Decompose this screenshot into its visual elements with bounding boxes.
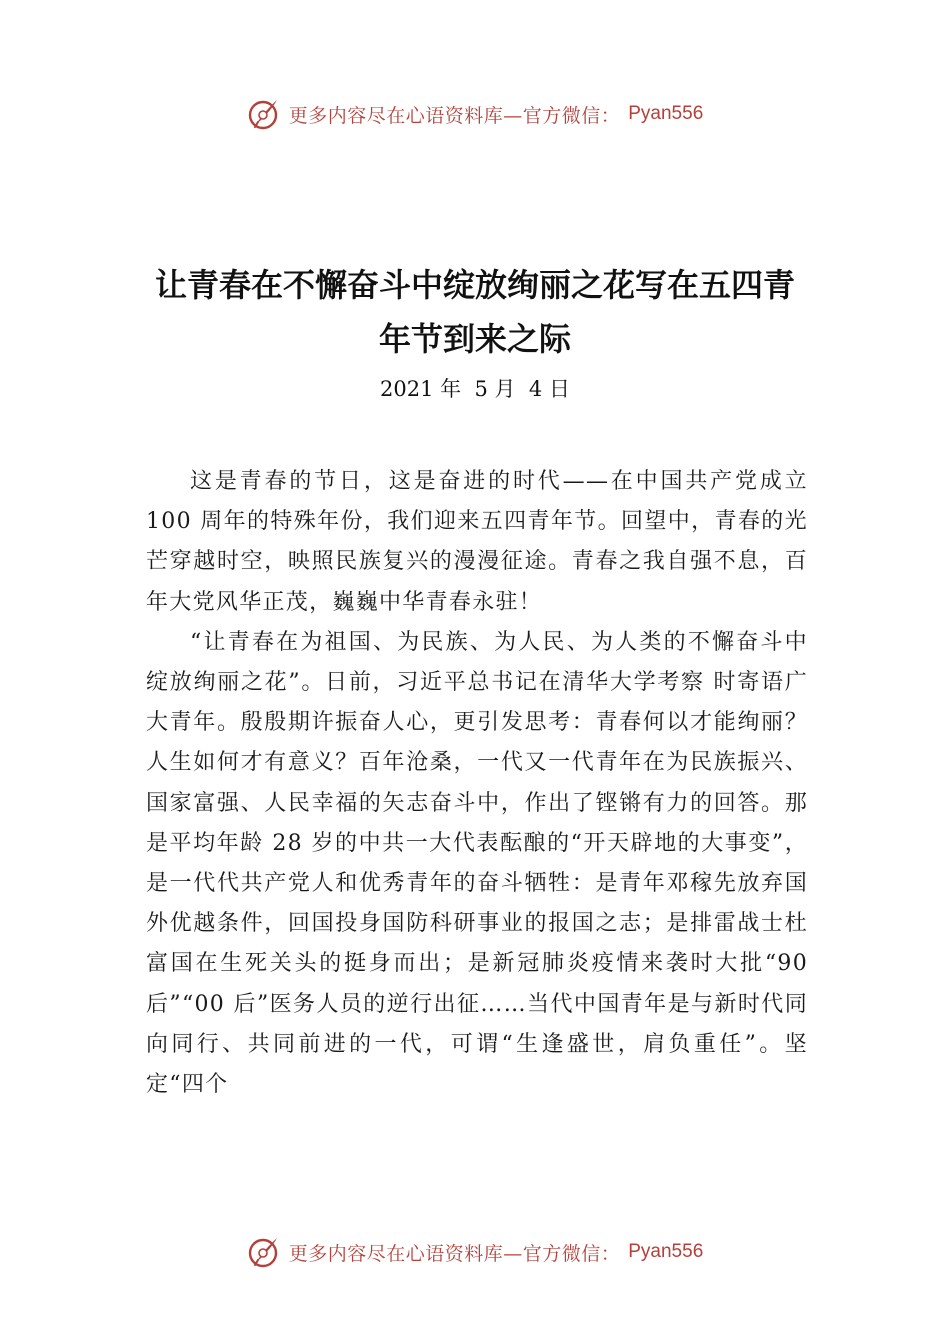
paragraph-1: 这是青春的节日，这是奋进的时代——在中国共产党成立 100 周年的特殊年份，我们迎来五四青年节。回望中，青春的光芒穿越时空，映照民族复兴的漫漫征途。青春之我自强不息，百年大党风华正茂，巍巍中华青春永驻！ — [146, 469, 808, 615]
footer-banner-text: 更多内容尽在心语资料库—官方微信： — [288, 1242, 621, 1265]
header-banner — [0, 94, 950, 134]
document-title: 让青春在不懈奋斗中绽放绚丽之花写在五四青年节到来之际 — [154, 266, 795, 358]
header-wechat-id: Pyan556 — [628, 103, 704, 124]
footer-banner — [0, 1232, 950, 1272]
paragraph-2: “让青春在为祖国、为民族、为人民、为人类的不懈奋斗中绽放绚丽之花”。日前，习近平总书记在清华大学考察 时寄语广大青年。殷殷期许振奋人心，更引发思考：青春何以才能绚丽？人生如何才有意义？百年沧桑，一代又一代青年在为民族振兴、国家富强、人民幸福的矢志奋斗中，作出了铿锵有力的回答。那是平均年龄 28 岁的中共一大代表酝酿的“开天辟地的大事变”，是一代代共产党人和优秀青年的奋斗牺牲：是青年邓稼先放弃国外优越条件，回国投身国防科研事业的报国之志；是排雷战士杜富国在生死关头的挺身而出；是新冠肺炎疫情来袭时大批“90 后”“00 后”医务人员的逆行出征……当代中国青年是与新时代同向同行、共同前进的一代，可谓“生逢盛世，肩负重任”。坚定“四个 — [146, 629, 808, 1098]
header-banner-text: 更多内容尽在心语资料库—官方微信： — [288, 104, 621, 127]
quill-in-circle-icon — [247, 97, 281, 131]
footer-wechat-id: Pyan556 — [628, 1241, 704, 1262]
document-body — [146, 462, 808, 1105]
quill-in-circle-icon — [247, 1235, 281, 1269]
document-date: 2021 年 5 月 4 日 — [380, 377, 570, 401]
